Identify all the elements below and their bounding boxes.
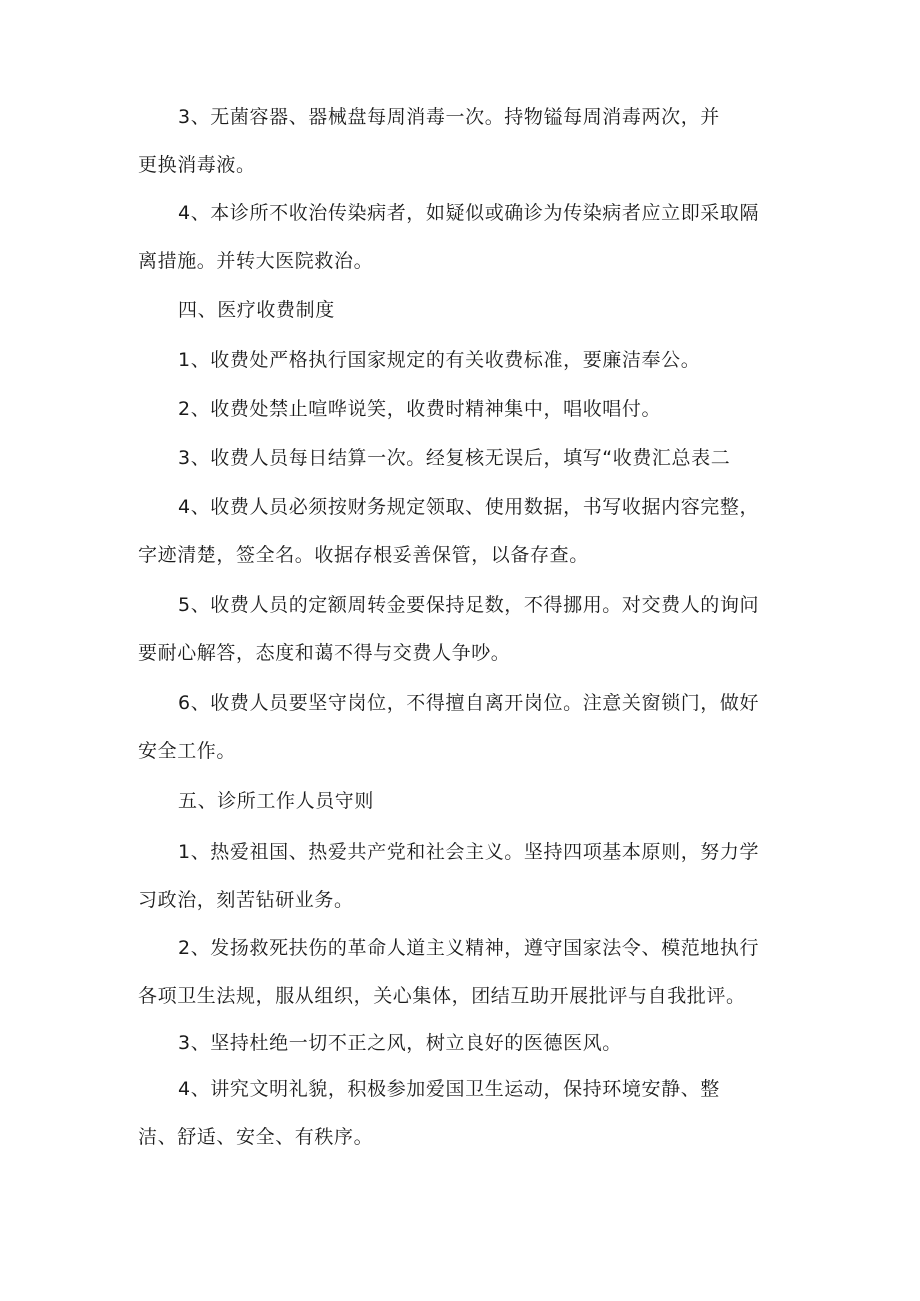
paragraph-medical-ethics xyxy=(138,1034,778,1053)
paragraph-infectious-patients xyxy=(138,204,778,271)
section-heading-fee-system xyxy=(138,301,778,320)
section-heading-text: 五、诊所工作人员守则 xyxy=(178,790,375,812)
text-line: 洁、舒适、安全、有秩序。 xyxy=(138,1126,374,1148)
text-line: 安全工作。 xyxy=(138,740,237,762)
text-line: 3、坚持杜绝一切不正之风，树立良好的医德医风。 xyxy=(178,1032,622,1054)
paragraph-daily-settlement xyxy=(138,449,778,468)
text-line: 4、收费人员必须按财务规定领取、使用数据，书写收据内容完整， xyxy=(178,496,760,518)
text-line: 1、热爱祖国、热爱共产党和社会主义。坚持四项基本原则，努力学 xyxy=(178,841,760,863)
text-line: 3、收费人员每日结算一次。经复核无误后，填写“收费汇总表二 xyxy=(178,447,731,469)
paragraph-disinfection-containers xyxy=(138,108,778,175)
section-heading-text: 四、医疗收费制度 xyxy=(178,299,335,321)
text-line: 各项卫生法规，服从组织，关心集体，团结互助开展批评与自我批评。 xyxy=(138,985,746,1007)
text-line: 5、收费人员的定额周转金要保持足数，不得挪用。对交费人的询问 xyxy=(178,594,760,616)
text-line: 习政治，刻苦钻研业务。 xyxy=(138,889,354,911)
text-line: 要耐心解答，态度和蔼不得与交费人争吵。 xyxy=(138,642,511,664)
text-line: 6、收费人员要坚守岗位，不得擅自离开岗位。注意关窗锁门，做好 xyxy=(178,692,760,714)
text-line: 2、收费处禁止喧哗说笑，收费时精神集中，唱收唱付。 xyxy=(178,398,662,420)
paragraph-fee-conduct xyxy=(138,400,778,419)
paragraph-civility xyxy=(138,1080,778,1147)
text-line: 4、讲究文明礼貌，积极参加爱国卫生运动，保持环境安静、整 xyxy=(178,1078,720,1100)
paragraph-working-capital xyxy=(138,596,778,663)
text-line: 离措施。并转大医院救治。 xyxy=(138,250,374,272)
paragraph-receipts xyxy=(138,498,778,565)
text-line: 字迹清楚，签全名。收据存根妥善保管，以备存查。 xyxy=(138,544,589,566)
text-line: 1、收费处严格执行国家规定的有关收费标准，要廉洁奉公。 xyxy=(178,349,701,371)
paragraph-patriotism xyxy=(138,843,778,910)
paragraph-humanitarian-spirit xyxy=(138,939,778,1006)
text-line: 2、发扬救死扶伤的革命人道主义精神，遵守国家法令、模范地执行 xyxy=(178,937,760,959)
paragraph-fee-standards xyxy=(138,351,778,370)
text-line: 4、本诊所不收治传染病者，如疑似或确诊为传染病者应立即采取隔 xyxy=(178,202,760,224)
text-line: 更换消毒液。 xyxy=(138,154,256,176)
paragraph-stay-at-post xyxy=(138,694,778,761)
text-line: 3、无菌容器、器械盘每周消毒一次。持物镒每周消毒两次，并 xyxy=(178,106,720,128)
section-heading-staff-rules xyxy=(138,792,778,811)
